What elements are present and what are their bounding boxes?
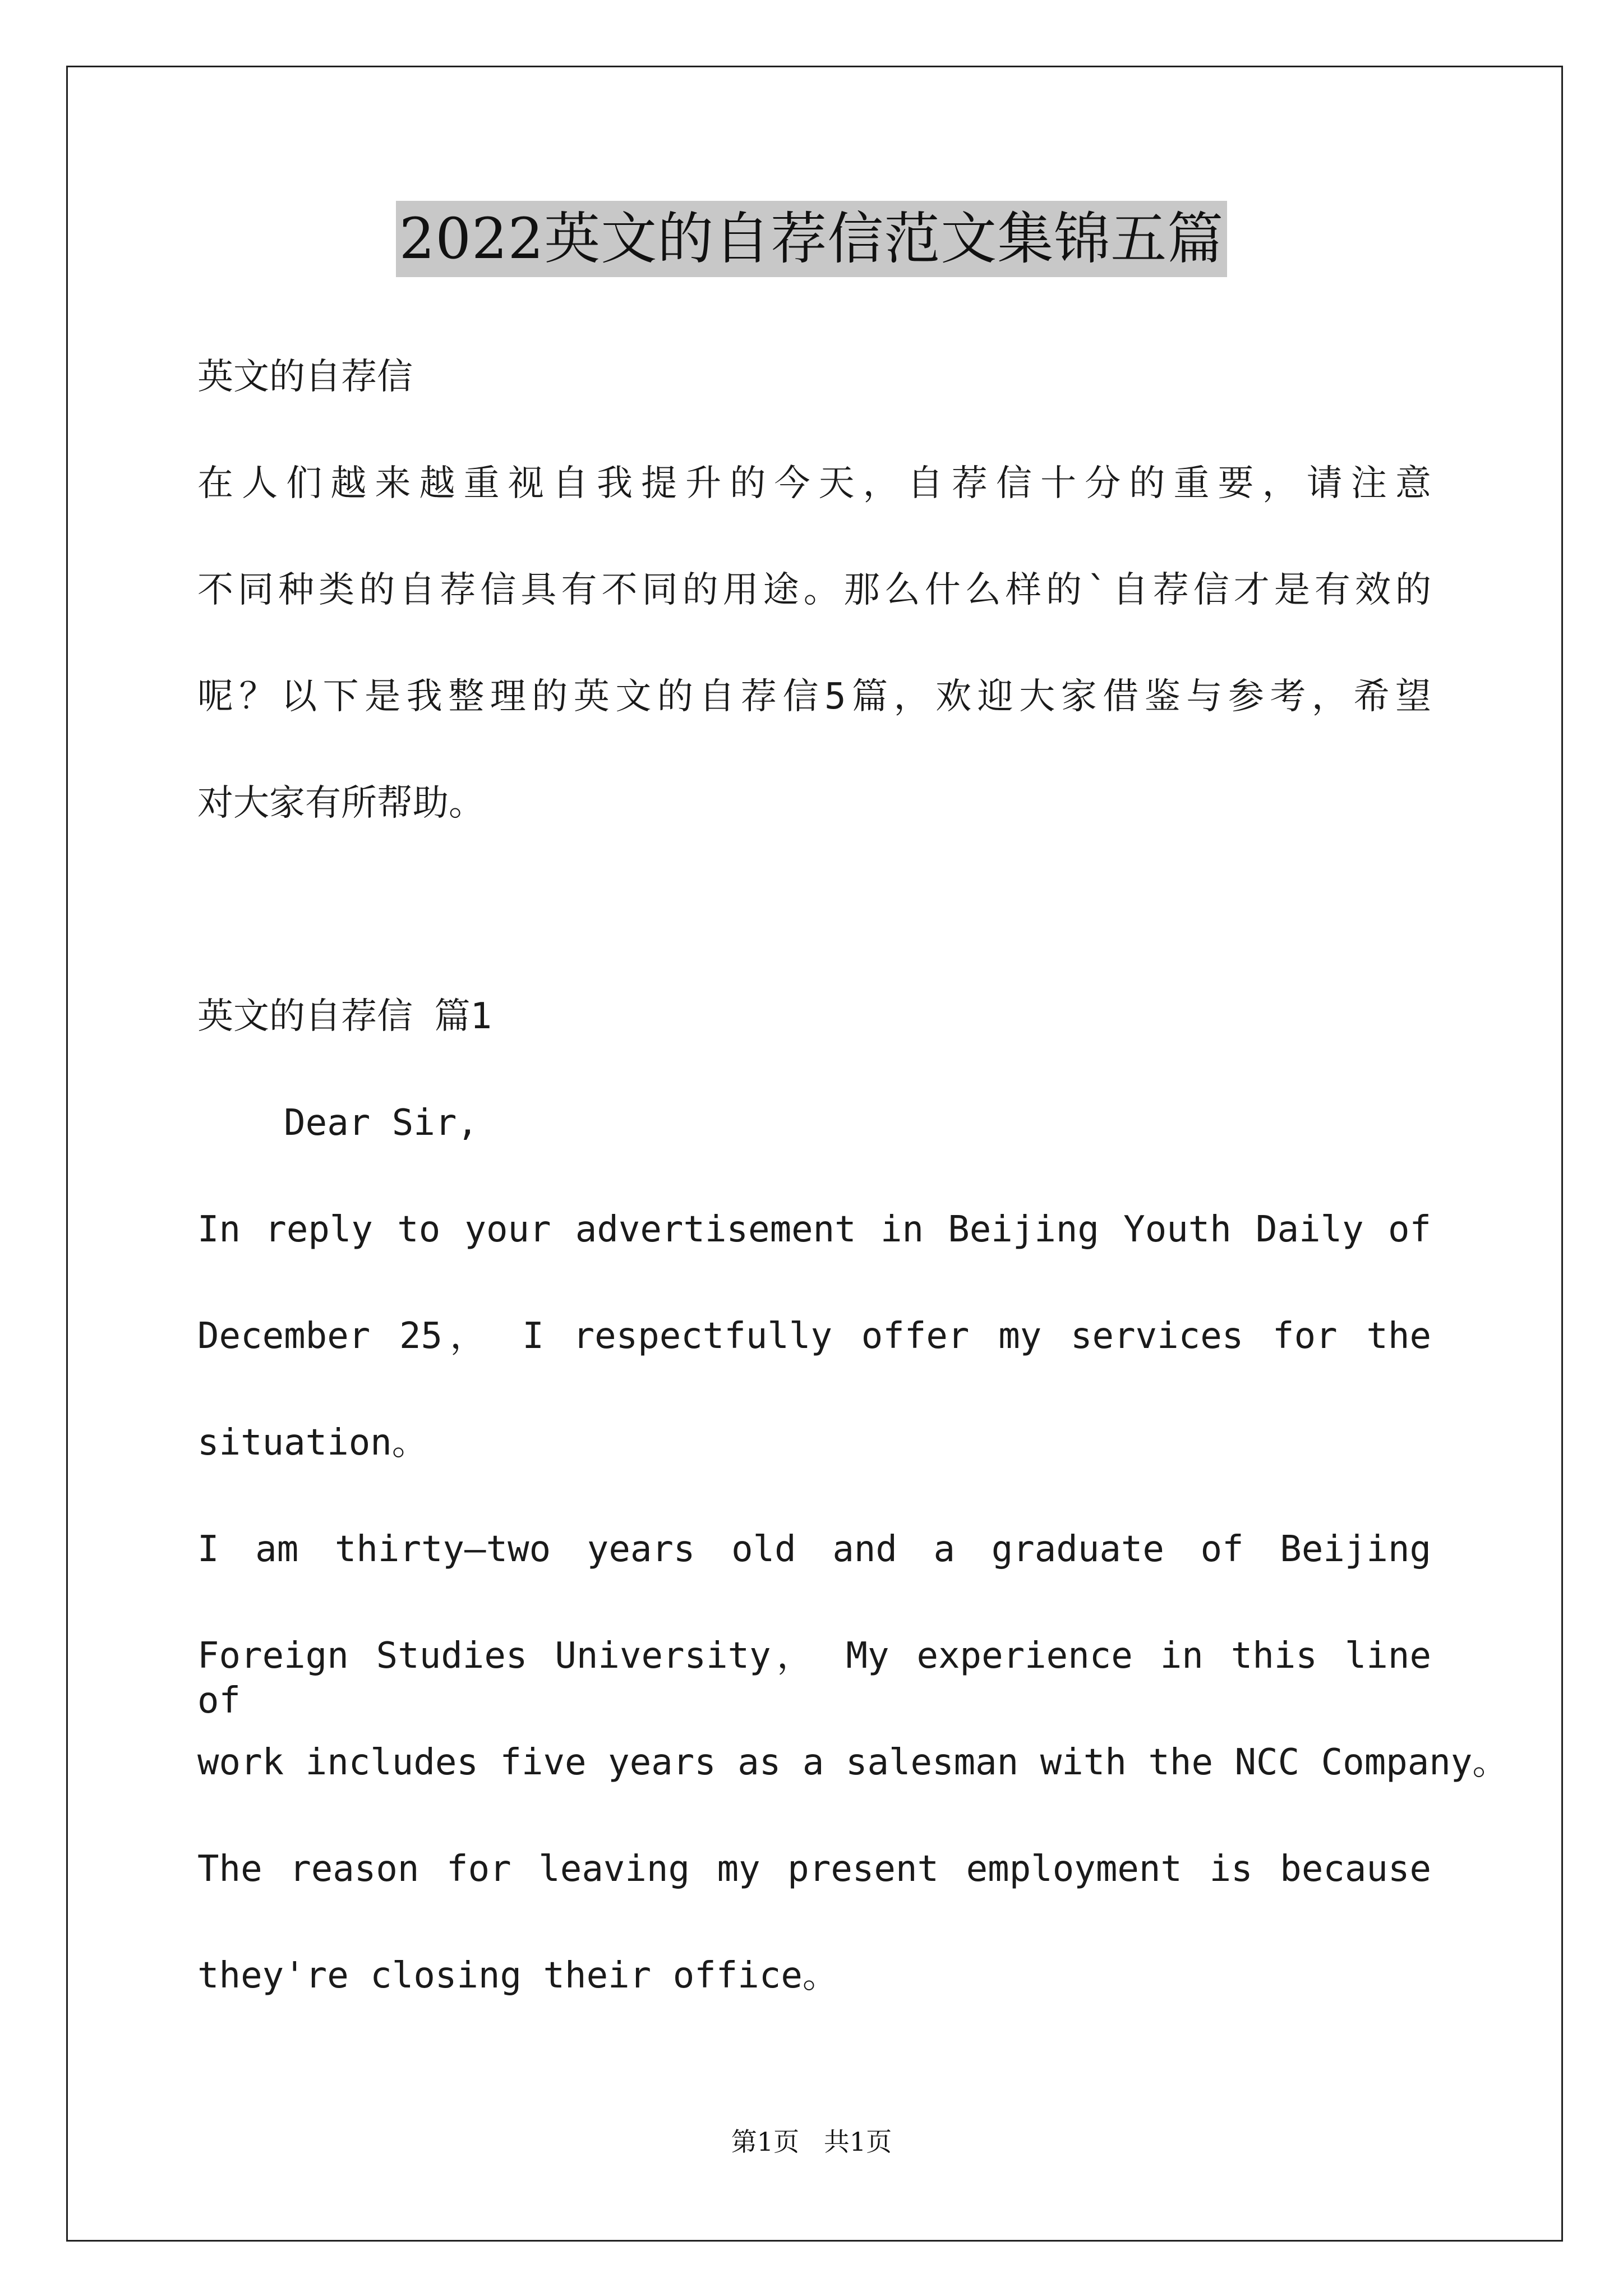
letter-line-8: they're closing their office。	[197, 1955, 838, 1996]
section-heading: 英文的自荐信	[197, 356, 413, 398]
letter-line-2: December 25， I respectfully offer my services for the	[197, 1315, 1431, 1357]
intro-line-2: 不同种类的自荐信具有不同的用途。那么什么样的`自荐信才是有效的	[197, 569, 1431, 611]
letter-line-3: situation。	[197, 1422, 428, 1464]
letter-salutation: Dear Sir,	[197, 1102, 478, 1144]
document-title: 2022英文的自荐信范文集锦五篇	[396, 201, 1228, 277]
intro-line-4: 对大家有所帮助。	[197, 783, 485, 824]
letter-line-6: work includes five years as a salesman with the NCC Company。	[197, 1742, 1509, 1783]
title-container	[0, 201, 1623, 277]
letter-line-5: Foreign Studies University， My experience in this line of	[197, 1635, 1431, 1722]
intro-line-1: 在人们越来越重视自我提升的今天，自荐信十分的重要，请注意	[197, 463, 1431, 504]
letter-line-7: The reason for leaving my present employment is because	[197, 1848, 1431, 1890]
page-footer: 第1页 共1页	[731, 2127, 892, 2157]
intro-line-3: 呢？以下是我整理的英文的自荐信5篇，欢迎大家借鉴与参考，希望	[197, 676, 1431, 717]
letter-line-4: I am thirty—two years old and a graduate of Beijing	[197, 1529, 1431, 1570]
part1-heading: 英文的自荐信 篇1	[197, 996, 492, 1037]
letter-line-1: In reply to your advertisement in Beijing Youth Daily of	[197, 1209, 1431, 1250]
